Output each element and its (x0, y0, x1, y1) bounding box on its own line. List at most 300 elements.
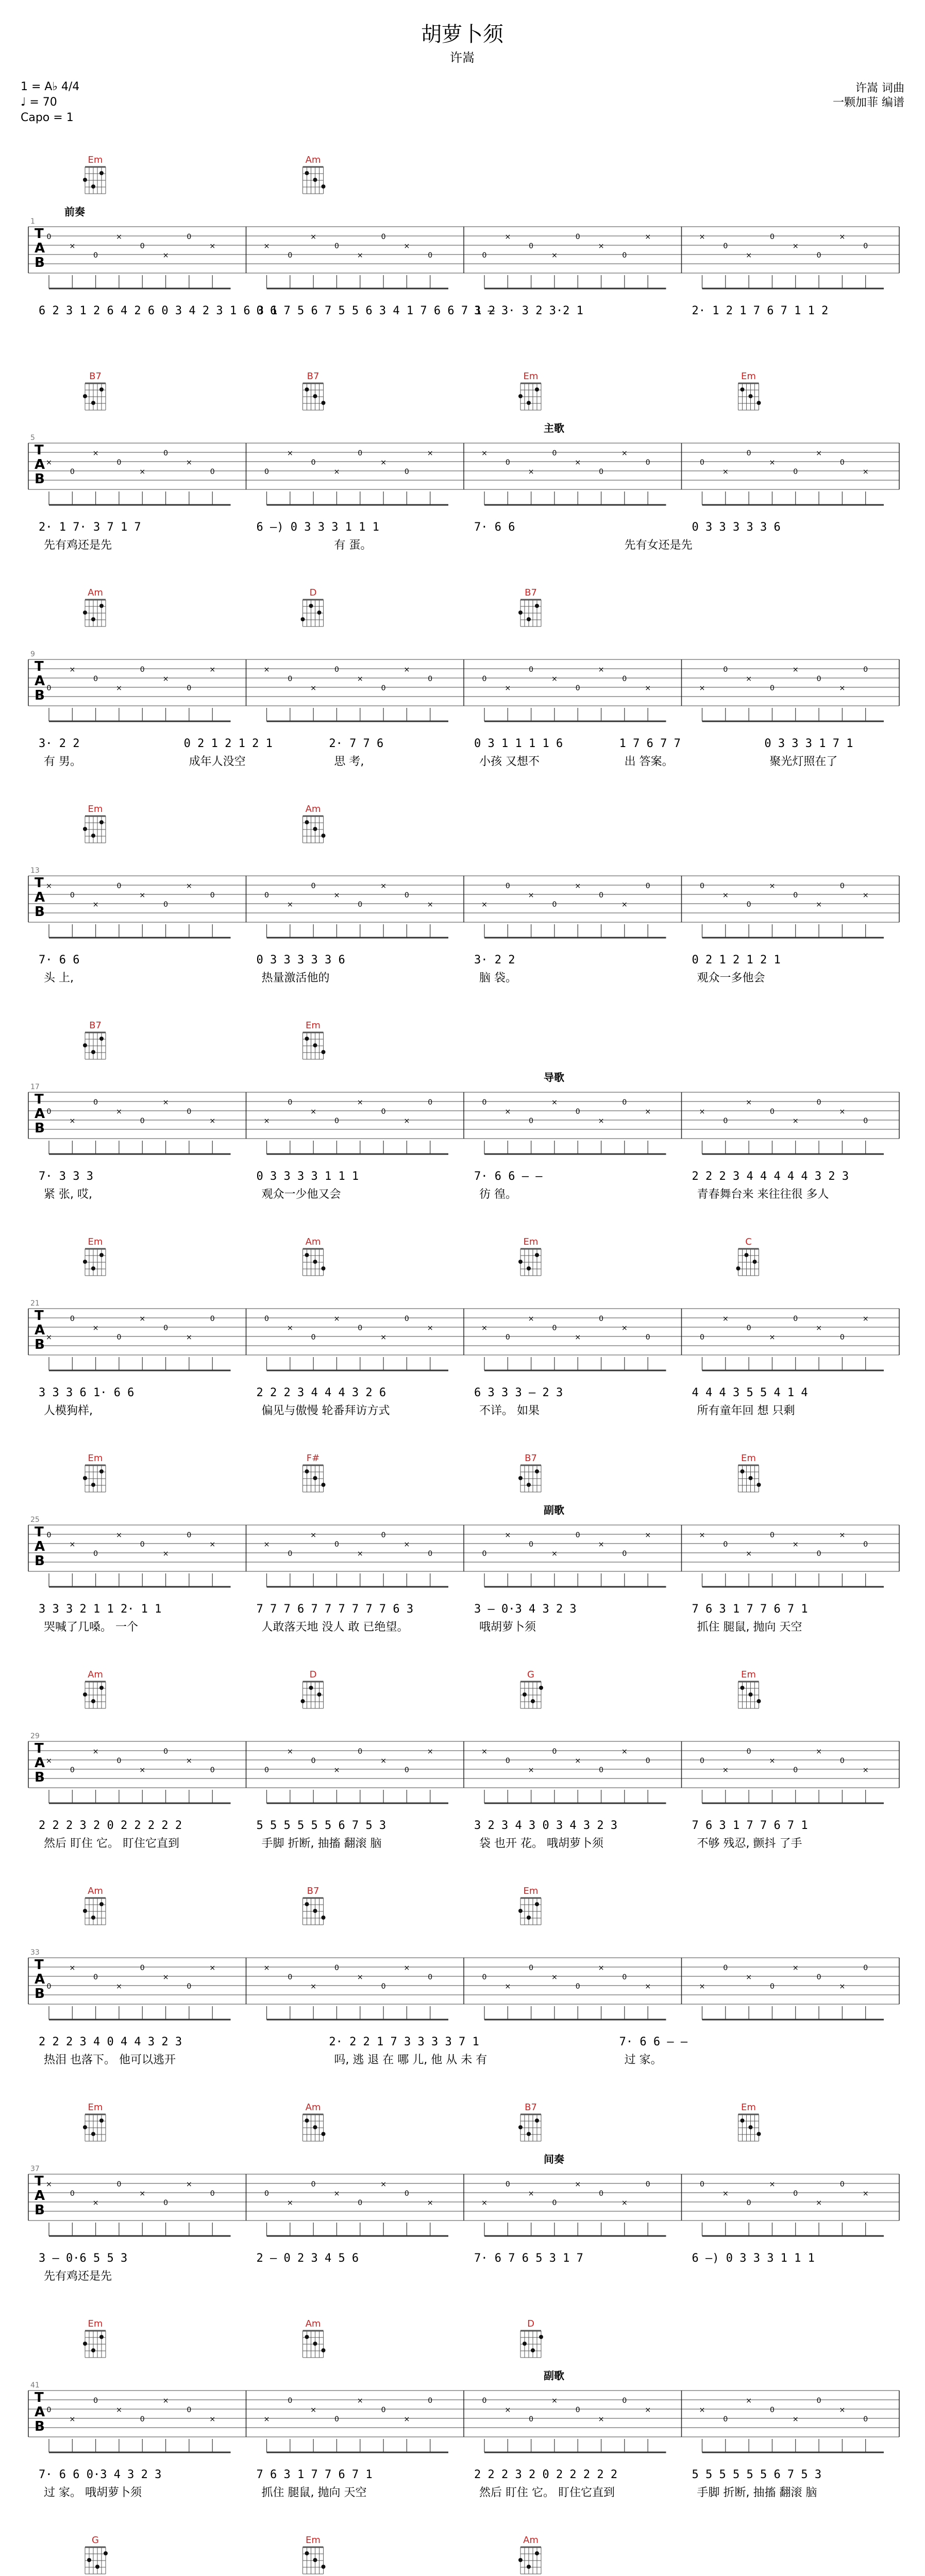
tab-clef: A (35, 241, 45, 256)
chord-diagram (518, 1886, 541, 1925)
tab-note: × (139, 891, 146, 900)
tab-note: 0 (575, 1108, 580, 1116)
tab-note: × (746, 251, 752, 260)
tab-note: × (139, 1766, 146, 1774)
tab-note: × (310, 2406, 316, 2414)
tab-note: 0 (428, 1098, 433, 1107)
tab-note: × (69, 1964, 76, 1972)
jianpu-measure: 0 2 1 2 1 2 1 (183, 737, 273, 750)
chord-diagram (83, 1020, 106, 1059)
tab-note: 0 (746, 2199, 751, 2207)
tab-note: × (722, 1315, 729, 1323)
tab-note: 0 (863, 1964, 868, 1972)
tab-note: × (162, 1550, 169, 1558)
key-signature: 1 = A♭ 4/4 (21, 80, 80, 93)
tab-note: 0 (288, 1973, 293, 1981)
jianpu-measure: 2· 2 2 1 7 3 3 3 3 7 1 (329, 2036, 479, 2048)
tab-note: 0 (404, 891, 409, 900)
tab-note: × (699, 1982, 705, 1991)
chord-diagram (83, 1669, 106, 1708)
tab-note: 0 (334, 1964, 339, 1972)
chord-diagram (303, 2102, 326, 2141)
tab-note: × (287, 901, 293, 909)
tab-note: 0 (839, 882, 845, 890)
chord-diagram (83, 804, 106, 843)
tab-staff (28, 1083, 899, 1154)
jianpu-measure: 3 3 3 2 1 1 2· 1 1 (39, 1603, 162, 1616)
tab-note: 0 (746, 449, 751, 457)
tab-note: × (746, 1973, 752, 1981)
tab-note: 0 (622, 1973, 627, 1981)
tab-note: × (403, 1540, 410, 1549)
measure-number: 25 (30, 1516, 40, 1524)
lyric-line: 观众一少他又会 (261, 1188, 341, 1201)
tab-note: 0 (599, 2190, 604, 2198)
tab-note: × (481, 1748, 487, 1756)
tab-note: 0 (140, 1117, 145, 1125)
tab-clef: B (35, 471, 45, 487)
jianpu-measure: 7 6 3 1 7 7 6 7 1 (692, 1819, 808, 1832)
tab-note: 0 (264, 2190, 269, 2198)
tab-note: 0 (769, 1531, 775, 1539)
lyric-line: 手脚 折断, 抽搐 翻滚 脑 (697, 2486, 817, 2499)
tab-note: × (46, 2180, 52, 2189)
lyric-line: 人敢落天地 没人 敢 已绝望。 (261, 1621, 409, 1634)
score-system (28, 155, 899, 317)
tab-note: 0 (334, 666, 339, 674)
chord-name: D (309, 1669, 317, 1680)
tab-note: 0 (334, 242, 339, 250)
tab-note: × (746, 1098, 752, 1107)
jianpu-measure: 0 3 3 3 3 3 6 (256, 954, 345, 967)
tab-staff (28, 2381, 899, 2452)
lyric-line: 小孩 又想不 (479, 755, 540, 768)
score-system (28, 371, 899, 552)
chord-name: B7 (89, 371, 102, 382)
tab-clef: A (35, 2404, 45, 2420)
tab-note: × (621, 449, 628, 457)
tab-note: 0 (210, 1766, 215, 1774)
chord-name: Em (741, 1453, 756, 1464)
tab-note: 0 (140, 666, 145, 674)
tab-note: 0 (288, 2397, 293, 2405)
tab-note: × (504, 233, 511, 241)
tab-clef: B (35, 2202, 45, 2218)
tab-clef: T (35, 875, 44, 891)
tab-note: 0 (187, 684, 192, 692)
tab-note: 0 (482, 2397, 487, 2405)
lyric-line: 所有童年回 想 只剩 (697, 1404, 795, 1417)
jianpu-measure: 6 2 3 1 2 6 4 2 6 0 3 4 2 3 1 6 3 1 (39, 304, 278, 317)
lyric-line: 有 蛋。 (334, 539, 372, 552)
tab-note: × (209, 1964, 216, 1972)
jianpu-measure: 2 2 2 3 4 4 4 3 2 6 (256, 1386, 386, 1399)
jianpu-measure: 6 3 3 3 — 2 3 (474, 1386, 563, 1399)
tab-note: × (427, 1748, 433, 1756)
tab-note: × (598, 666, 604, 674)
chord-name: Em (523, 1886, 539, 1896)
tab-clef: T (35, 1524, 44, 1540)
tab-note: 0 (311, 1757, 316, 1765)
section-label: 副歌 (544, 2369, 564, 2382)
tab-note: × (403, 242, 410, 250)
tab-note: 0 (599, 1315, 604, 1323)
tab-note: 0 (723, 242, 728, 250)
jianpu-measure: 0 6 7 5 6 7 5 5 6 3 4 1 7 6 6 7 1 2 (256, 304, 496, 317)
tab-note: 0 (793, 891, 798, 900)
tab-note: 0 (723, 666, 728, 674)
jianpu-measure: 7· 3 3 3 (39, 1170, 93, 1183)
chord-name: D (309, 587, 317, 598)
tab-note: × (69, 2415, 76, 2424)
tab-clef: T (35, 226, 44, 242)
tab-note: × (403, 666, 410, 674)
tab-note: 0 (599, 1766, 604, 1774)
chord-name: B7 (525, 1453, 537, 1464)
tab-staff (28, 2165, 899, 2236)
tab-note: 0 (622, 1550, 627, 1558)
lyric-line: 然后 盯住 它。 盯住它直到 (479, 2486, 615, 2499)
tab-clef: B (35, 1337, 45, 1352)
lyric-line: 手脚 折断, 抽搐 翻滚 脑 (261, 1837, 382, 1850)
tab-note: 0 (428, 251, 433, 260)
tab-note: 0 (264, 468, 269, 476)
lyric-line: 热量激活他的 (261, 972, 330, 985)
tab-note: × (380, 1757, 386, 1765)
tab-note: 0 (163, 1748, 169, 1756)
lyric-line: 先有女还是先 (624, 539, 693, 552)
tab-note: × (92, 1748, 99, 1756)
measure-number: 21 (30, 1299, 40, 1308)
tab-note: × (481, 901, 487, 909)
tab-note: × (575, 1333, 581, 1342)
lyric-line: 思 考, (334, 755, 364, 768)
tab-note: × (575, 2180, 581, 2189)
tab-note: × (839, 2406, 846, 2414)
chord-diagram (738, 2102, 761, 2141)
tab-note: 0 (70, 1766, 75, 1774)
jianpu-measure: 3 — 3· 3 2 3·2 1 (474, 304, 583, 317)
tab-note: 0 (428, 675, 433, 683)
chord-diagram (738, 371, 761, 410)
jianpu-measure: 0 3 1 1 1 1 6 (474, 737, 563, 750)
tab-note: 0 (288, 1098, 293, 1107)
tab-note: 0 (839, 1757, 845, 1765)
tab-note: 0 (210, 1315, 215, 1323)
measure-number: 33 (30, 1948, 40, 1957)
lyric-line: 观众一多他会 (697, 972, 765, 985)
score-system (28, 1453, 899, 1634)
tab-note: 0 (599, 891, 604, 900)
tab-note: 0 (552, 1324, 557, 1332)
tab-note: 0 (622, 251, 627, 260)
tab-note: 0 (46, 684, 52, 692)
tab-note: × (839, 684, 846, 692)
tab-note: × (769, 1333, 776, 1342)
tab-note: 0 (264, 1766, 269, 1774)
tab-note: 0 (839, 1333, 845, 1342)
tab-note: × (357, 2397, 363, 2405)
tab-note: 0 (140, 2415, 145, 2424)
tab-staff (28, 867, 899, 938)
tab-note: × (551, 1973, 558, 1981)
tab-note: × (287, 2199, 293, 2207)
tab-note: 0 (816, 1098, 821, 1107)
tab-note: × (263, 2415, 270, 2424)
chord-name: Em (88, 2318, 103, 2329)
tab-note: 0 (288, 675, 293, 683)
section-label: 前奏 (64, 206, 85, 218)
tab-staff (28, 1516, 899, 1587)
chord-name: Am (88, 1669, 103, 1680)
tab-note: 0 (863, 666, 868, 674)
score-system (28, 587, 899, 768)
tab-note: 0 (529, 666, 534, 674)
tab-clef: A (35, 1755, 45, 1771)
tab-note: × (427, 2199, 433, 2207)
tab-clef: A (35, 1972, 45, 1987)
tab-note: × (186, 459, 192, 467)
tab-note: × (209, 2415, 216, 2424)
chord-name: Am (305, 155, 321, 165)
tab-note: × (116, 684, 122, 692)
jianpu-measure: 4 4 4 3 5 5 4 1 4 (692, 1386, 808, 1399)
jianpu-measure: 0 3 3 3 3 3 6 (692, 521, 781, 534)
tab-note: 0 (187, 1982, 192, 1991)
tab-note: 0 (311, 459, 316, 467)
tab-note: × (481, 449, 487, 457)
tab-note: 0 (187, 2406, 192, 2414)
tab-note: 0 (187, 233, 192, 241)
lyric-line: 过 家。 哦胡萝卜须 (44, 2486, 142, 2499)
tab-note: 0 (482, 675, 487, 683)
chord-diagram (520, 2318, 543, 2358)
tab-note: 0 (358, 1324, 363, 1332)
tab-note: × (504, 1531, 511, 1539)
tab-clef: A (35, 890, 45, 905)
tab-note: × (722, 468, 729, 476)
score-system (28, 1020, 899, 1201)
tab-note: 0 (358, 2199, 363, 2207)
jianpu-measure: 2 2 2 3 2 0 2 2 2 2 2 (39, 1819, 182, 1832)
tab-note: 0 (599, 468, 604, 476)
tab-note: 0 (334, 1117, 339, 1125)
tab-note: 0 (746, 1748, 751, 1756)
tab-note: × (528, 2190, 534, 2198)
tab-clef: A (35, 1106, 45, 1122)
tab-note: × (598, 2415, 604, 2424)
tab-note: × (645, 2406, 651, 2414)
chord-diagram (301, 587, 324, 626)
tab-note: × (575, 882, 581, 890)
tab-note: 0 (404, 2190, 409, 2198)
chord-name: B7 (307, 1886, 319, 1896)
tab-note: 0 (529, 1964, 534, 1972)
tab-note: × (504, 1982, 511, 1991)
tab-note: × (92, 901, 99, 909)
tab-note: 0 (769, 1982, 775, 1991)
tab-note: 0 (863, 2415, 868, 2424)
tab-note: × (645, 1531, 651, 1539)
jianpu-measure: 0 3 3 3 1 7 1 (764, 737, 853, 750)
tab-note: 0 (529, 2415, 534, 2424)
tab-note: × (333, 468, 340, 476)
tab-clef: T (35, 2390, 44, 2405)
chord-diagram (83, 155, 106, 194)
lyric-line: 袋 也开 花。 哦胡萝卜须 (479, 1837, 603, 1850)
chord-name: Em (88, 1453, 103, 1464)
tab-note: 0 (863, 1117, 868, 1125)
tab-clef: B (35, 904, 45, 920)
lyric-line: 出 答案。 (624, 755, 674, 768)
chord-diagram (83, 2318, 106, 2358)
tab-note: × (816, 1324, 822, 1332)
tab-note: × (792, 1964, 799, 1972)
tab-note: × (46, 882, 52, 890)
tab-note: × (357, 1973, 363, 1981)
tab-note: 0 (116, 459, 122, 467)
tab-note: 0 (334, 1540, 339, 1549)
score-system (28, 1236, 899, 1417)
tab-staff (28, 1299, 899, 1370)
measure-number: 5 (30, 434, 35, 442)
lyric-line: 脑 袋。 (479, 972, 517, 985)
lyric-line: 先有鸡还是先 (44, 2270, 112, 2283)
tab-note: × (839, 1982, 846, 1991)
lyric-line: 不详。 如果 (479, 1404, 540, 1417)
tempo-mark: ♩ = 70 (21, 96, 57, 109)
chord-name: Em (741, 2102, 756, 2113)
tab-staff (28, 650, 899, 721)
tab-note: 0 (381, 1108, 386, 1116)
jianpu-measure: 6 —) 0 3 3 3 1 1 1 (256, 521, 379, 534)
tab-note: × (310, 233, 316, 241)
chord-name: Am (88, 1886, 103, 1896)
lyric-line: 紧 张, 哎, (44, 1188, 92, 1201)
tab-note: × (186, 882, 192, 890)
tab-note: 0 (288, 1550, 293, 1558)
tab-note: × (92, 449, 99, 457)
chord-name: Em (306, 2535, 321, 2546)
tab-note: × (263, 1540, 270, 1549)
tab-note: 0 (863, 1540, 868, 1549)
jianpu-measure: 2 2 2 3 4 0 4 4 3 2 3 (39, 2036, 182, 2048)
lyric-line: 头 上, (44, 972, 74, 985)
tab-note: × (862, 1766, 869, 1774)
tab-note: × (862, 891, 869, 900)
tab-note: × (645, 1108, 651, 1116)
tab-note: × (186, 1333, 192, 1342)
tab-note: 0 (140, 1540, 145, 1549)
tab-note: 0 (645, 882, 650, 890)
tab-note: × (699, 1531, 705, 1539)
chord-diagram (736, 1236, 759, 1276)
tab-note: 0 (210, 891, 215, 900)
tab-note: 0 (482, 1973, 487, 1981)
chord-name: Am (523, 2535, 539, 2546)
tab-note: × (209, 242, 216, 250)
jianpu-measure: 2· 1 2 1 7 6 7 1 1 2 (692, 304, 829, 317)
tab-note: × (162, 251, 169, 260)
tab-note: × (403, 1117, 410, 1125)
tab-note: × (645, 1982, 651, 1991)
tab-note: 0 (163, 901, 169, 909)
tab-note: × (139, 2190, 146, 2198)
tab-note: × (551, 675, 558, 683)
tab-clef: T (35, 2174, 44, 2189)
tab-note: 0 (816, 2397, 821, 2405)
tab-note: × (403, 1964, 410, 1972)
chord-diagram (83, 587, 106, 626)
tab-note: 0 (358, 449, 363, 457)
tab-staff (28, 1948, 899, 2020)
tab-note: 0 (622, 1098, 627, 1107)
tab-note: 0 (93, 675, 98, 683)
tab-note: × (598, 1117, 604, 1125)
tab-note: 0 (552, 2199, 557, 2207)
tab-note: × (769, 2180, 776, 2189)
tab-note: 0 (358, 901, 363, 909)
tab-note: × (528, 1766, 534, 1774)
chord-name: Em (88, 2102, 103, 2113)
tab-note: × (116, 1108, 122, 1116)
tab-note: × (746, 2397, 752, 2405)
tab-note: 0 (839, 2180, 845, 2189)
jianpu-measure: 3· 2 2 (39, 737, 80, 750)
tab-note: 0 (70, 468, 75, 476)
tab-note: × (621, 2199, 628, 2207)
tab-note: 0 (187, 1531, 192, 1539)
lyric-line: 有 男。 (44, 755, 81, 768)
tab-note: × (263, 666, 270, 674)
measure-number: 1 (30, 217, 35, 226)
score-system (28, 804, 899, 985)
tab-note: × (333, 1766, 340, 1774)
tab-note: × (575, 459, 581, 467)
score-system (28, 2318, 899, 2499)
tab-note: × (380, 1333, 386, 1342)
tab-note: 0 (645, 459, 650, 467)
tab-note: × (209, 1117, 216, 1125)
chord-diagram (303, 1886, 326, 1925)
chord-diagram (303, 804, 326, 843)
lyric-line: 哦胡萝卜须 (479, 1621, 536, 1634)
tab-note: × (528, 1315, 534, 1323)
jianpu-measure: 7· 6 6 — — (619, 2036, 688, 2048)
tab-note: 0 (163, 1324, 169, 1332)
tab-note: 0 (93, 1550, 98, 1558)
tab-note: × (380, 882, 386, 890)
lyric-line: 偏见与傲慢 轮番拜访方式 (261, 1404, 390, 1417)
tab-note: × (333, 1315, 340, 1323)
chord-name: G (92, 2535, 99, 2546)
tab-note: × (504, 684, 511, 692)
tab-note: 0 (116, 882, 122, 890)
tab-note: 0 (505, 1333, 510, 1342)
lyric-line: 聚光灯照在了 (769, 755, 838, 768)
tab-note: 0 (529, 1540, 534, 1549)
tab-note: × (621, 1748, 628, 1756)
chord-name: Em (88, 155, 103, 165)
chord-diagram (303, 155, 326, 194)
score-system (28, 2535, 899, 2576)
tab-note: × (551, 1550, 558, 1558)
tab-note: 0 (264, 891, 269, 900)
tab-note: 0 (645, 1757, 650, 1765)
tab-note: 0 (700, 459, 704, 467)
tab-note: × (357, 1550, 363, 1558)
song-title: 胡萝卜须 (421, 23, 503, 46)
